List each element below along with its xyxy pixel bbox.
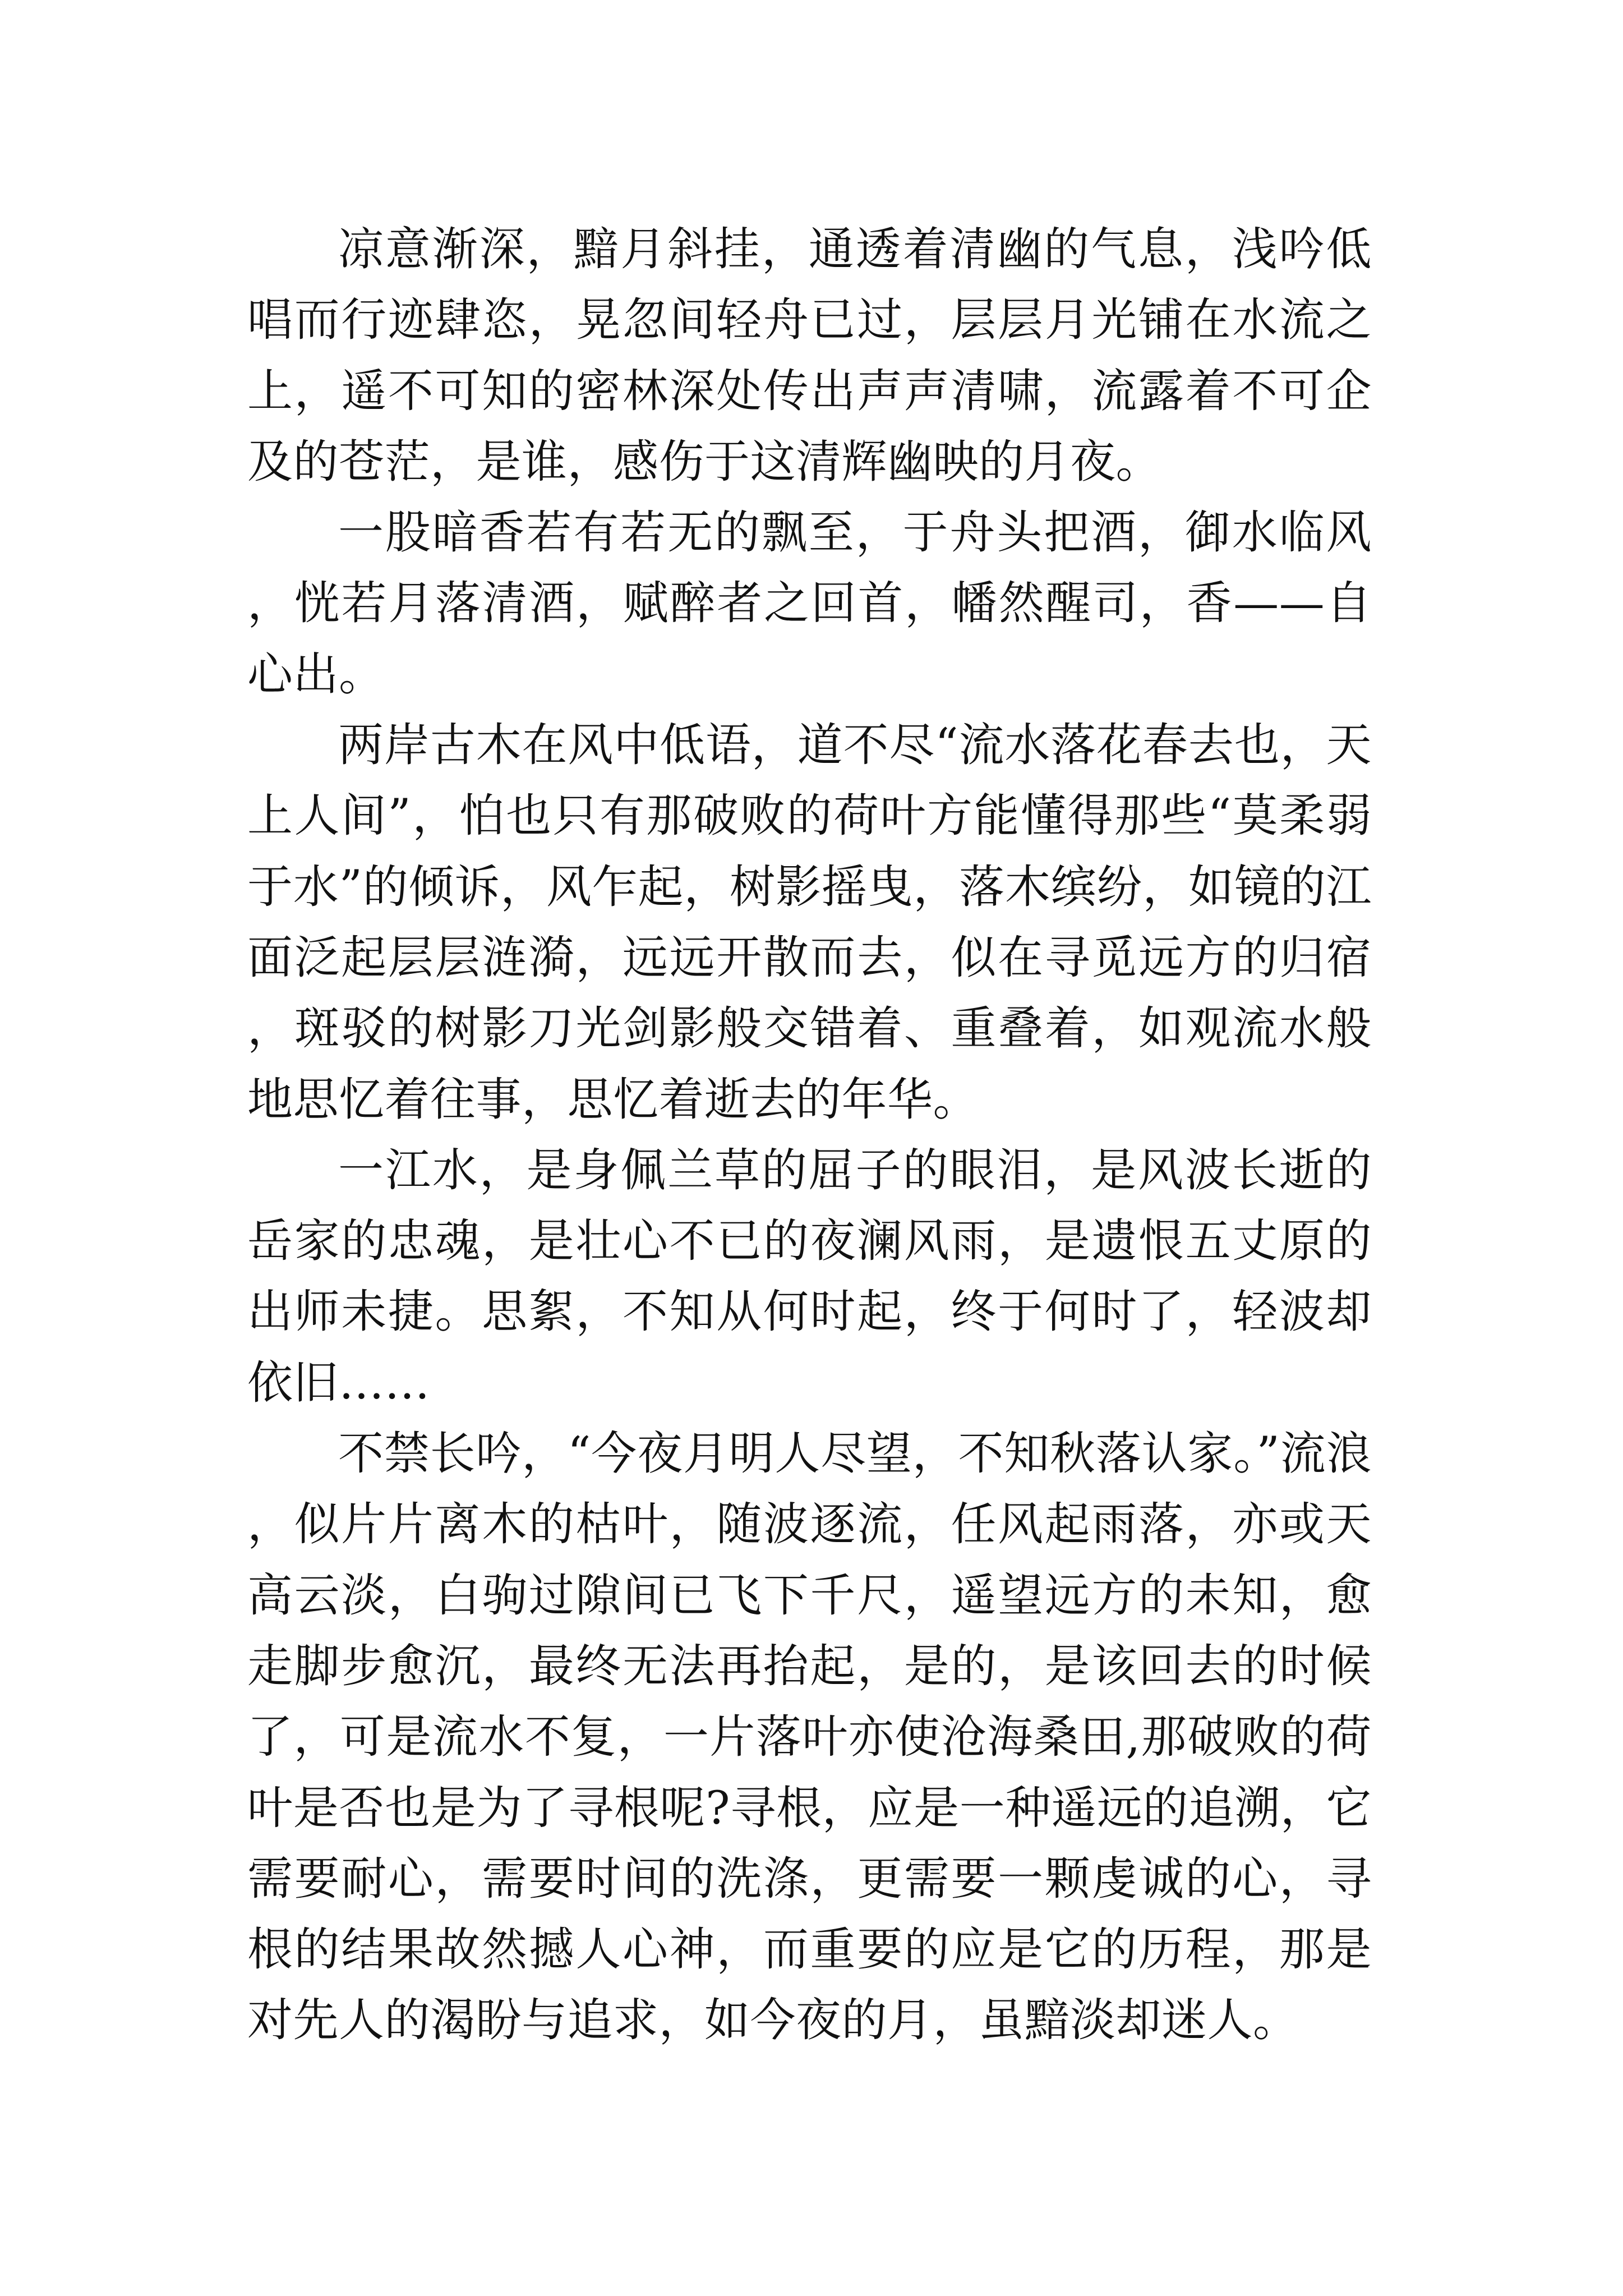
paragraph-2: 一股暗香若有若无的飘至，于舟头把酒，御水临风，恍若月落清酒，赋醉者之回首，幡然醒司，香——自心出。 <box>247 507 1372 701</box>
paragraph-4: 一江水，是身佩兰草的屈子的眼泪，是风波长逝的岳家的忠魂，是壮心不已的夜澜风雨，是遗恨五丈原的出师未捷。思絮，不知从何时起，终于何时了，轻波却依旧…… <box>247 1144 1372 1410</box>
paragraph-3: 两岸古木在风中低语，道不尽“流水落花春去也，天上人间”，怕也只有那破败的荷叶方能懂得那些“莫柔弱于水”的倾诉，风乍起，树影摇曳，落木缤纷，如镜的江面泛起层层涟漪，远远开散而去，似在寻觅远方的归宿，斑驳的树影刀光剑影般交错着、重叠着，如观流水般地思忆着往事，思忆着逝去的年华。 <box>247 719 1372 1126</box>
body-text <box>247 214 1372 2056</box>
paragraph-5: 不禁长吟，“今夜月明人尽望，不知秋落认家。”流浪，似片片离木的枯叶，随波逐流，任风起雨落，亦或天高云淡，白驹过隙间已飞下千尺，遥望远方的未知，愈走脚步愈沉，最终无法再抬起，是的，是该回去的时候了，可是流水不复，一片落叶亦使沧海桑田,那破败的荷叶是否也是为了寻根呢?寻根，应是一种遥远的追溯，它需要耐心，需要时间的洗涤，更需要一颗虔诚的心，寻根的结果故然撼人心神，而重要的应是它的历程，那是对先人的渴盼与追求，如今夜的月，虽黯淡却迷人。 <box>247 1428 1372 2047</box>
paragraph-1: 凉意渐深，黯月斜挂，通透着清幽的气息，浅吟低唱而行迹肆恣，晃忽间轻舟已过，层层月光铺在水流之上，遥不可知的密林深处传出声声清啸，流露着不可企及的苍茫，是谁，感伤于这清辉幽映的月夜。 <box>247 223 1372 489</box>
